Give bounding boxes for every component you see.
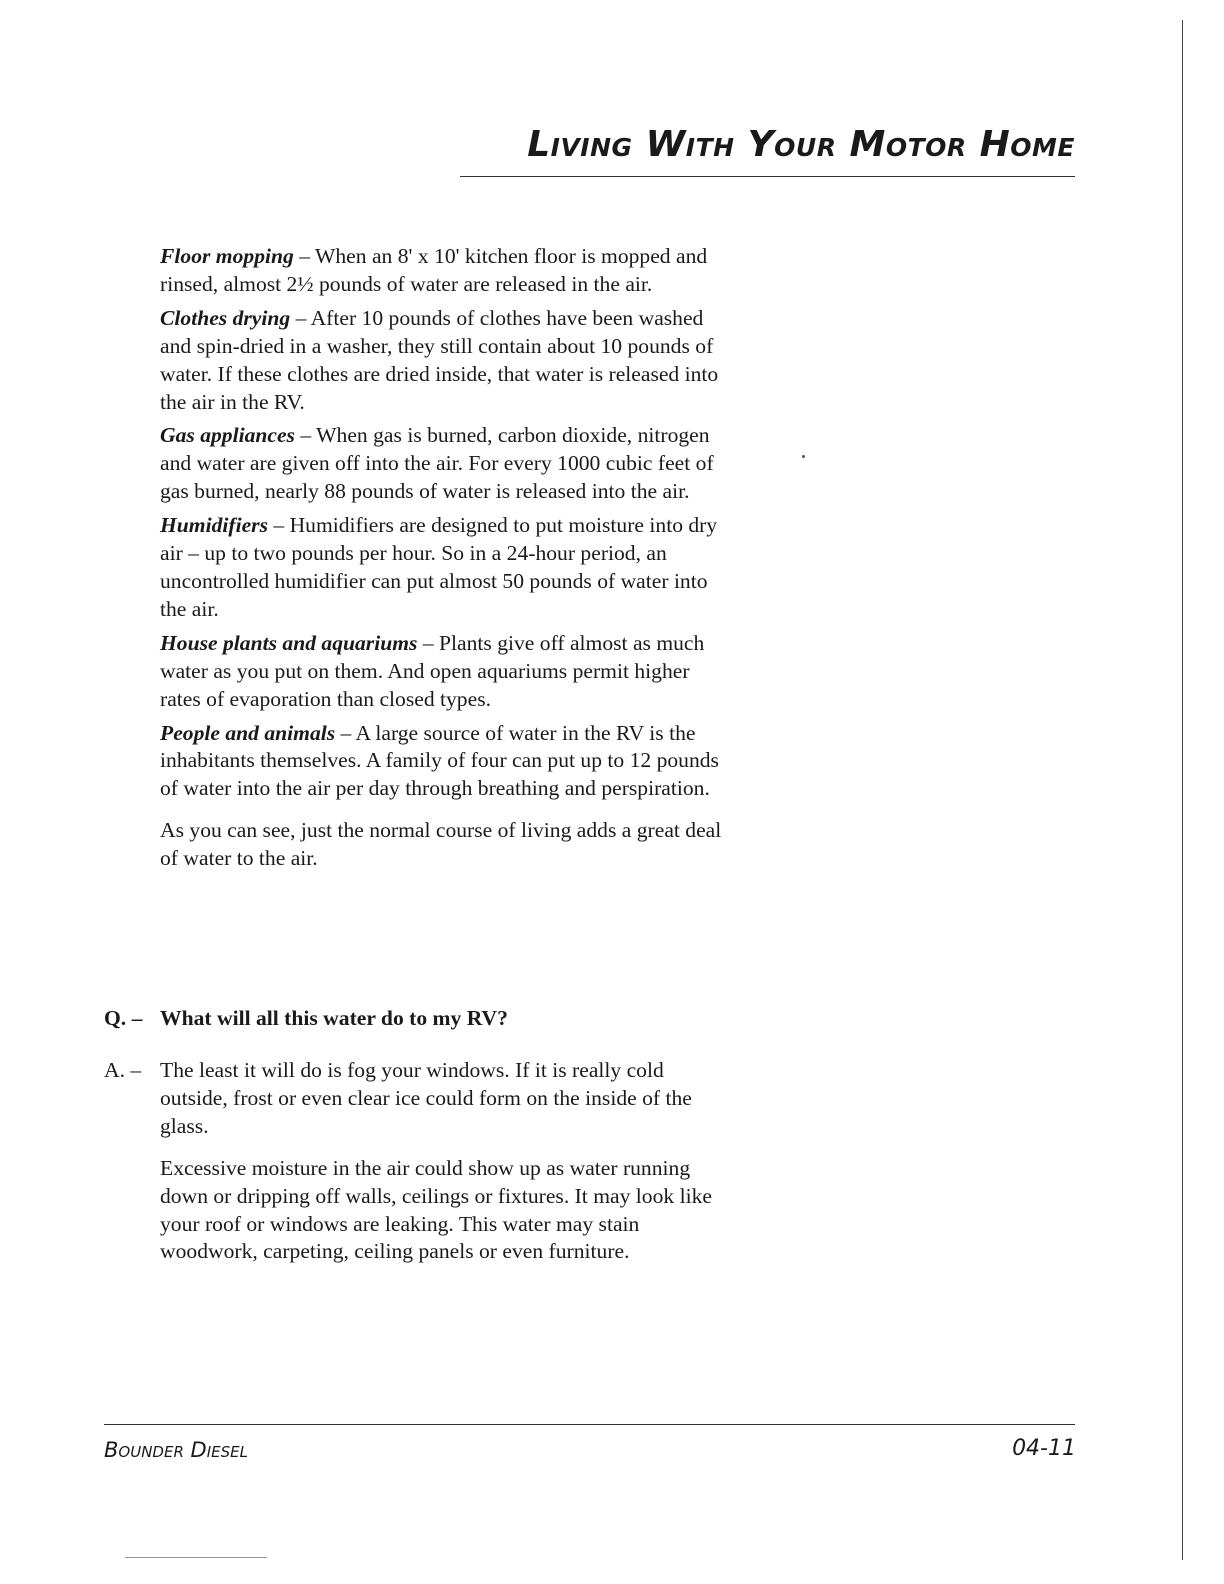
list-item — [160, 305, 730, 417]
item-term: House plants and aquariums — [160, 630, 418, 655]
header-rule — [460, 176, 1075, 177]
list-item — [160, 512, 730, 624]
item-text: – When an 8' x 10' kitchen floor is mopped and rinsed, almost 2½ pounds of water are released in the air. — [160, 244, 708, 296]
list-item — [160, 243, 730, 299]
scan-speck — [802, 455, 805, 458]
item-text: – After 10 pounds of clothes have been washed and spin-dried in a washer, they still contain about 10 pounds of water. If these clothes are dried inside, that water is released into the air in the RV. — [160, 305, 719, 414]
item-text: – Humidifiers are designed to put moisture into dry air – up to two pounds per hour. So in a 24-hour period, an uncontrolled humidifier can put almost 50 pounds of water into the air. — [160, 513, 718, 621]
page-edge-line — [1182, 20, 1183, 1560]
item-text: – Plants give off almost as much water as you put on them. And open aquariums permit higher rates of evaporation than closed types. — [160, 630, 705, 711]
item-term: Clothes drying — [160, 305, 291, 330]
item-term: People and animals — [160, 720, 336, 745]
list-item — [160, 720, 730, 804]
item-term: Humidifiers — [160, 513, 268, 538]
item-term: Gas appliances — [160, 423, 295, 448]
item-text: – A large source of water in the RV is the inhabitants themselves. A family of four can put up to 12 pounds of water into the air per day through breathing and perspiration. — [160, 720, 719, 801]
question-text: What will all this water do to my RV? — [160, 1006, 508, 1030]
page-header-title: Living With Your Motor Home — [527, 124, 1075, 165]
footer-page-number: 04-11 — [1012, 1436, 1076, 1461]
question-marker: Q. – — [104, 1006, 143, 1030]
list-item — [160, 422, 730, 506]
bottom-scan-line — [125, 1557, 267, 1558]
answer-content — [160, 1057, 734, 1266]
answer-paragraph-1: The least it will do is fog your windows. If it is really cold outside, frost or even clear ice could form on the inside of the glass. — [160, 1058, 692, 1138]
item-term: Floor mopping — [160, 244, 294, 268]
list-item — [160, 630, 730, 714]
question-block — [104, 1005, 734, 1033]
answer-block — [104, 1057, 734, 1266]
item-text: – When gas is burned, carbon dioxide, nitrogen and water are given off into the air. For every 1000 cubic feet of gas burned, nearly 88 pounds of water is released into the air. — [160, 423, 714, 504]
summary-paragraph: As you can see, just the normal course of living adds a great deal of water to the air. — [160, 818, 722, 871]
footer-manual-name: Bounder Diesel — [104, 1438, 248, 1462]
footer-rule — [104, 1424, 1075, 1425]
moisture-sources-list — [160, 243, 730, 879]
answer-marker: A. – — [104, 1058, 142, 1082]
answer-paragraph-2: Excessive moisture in the air could show up as water running down or dripping off walls, ceilings or fixtures. It may look like your roof or windows are leaking. This water may stain woodwork, carpeting, ceiling panels or even furniture. — [160, 1155, 712, 1264]
